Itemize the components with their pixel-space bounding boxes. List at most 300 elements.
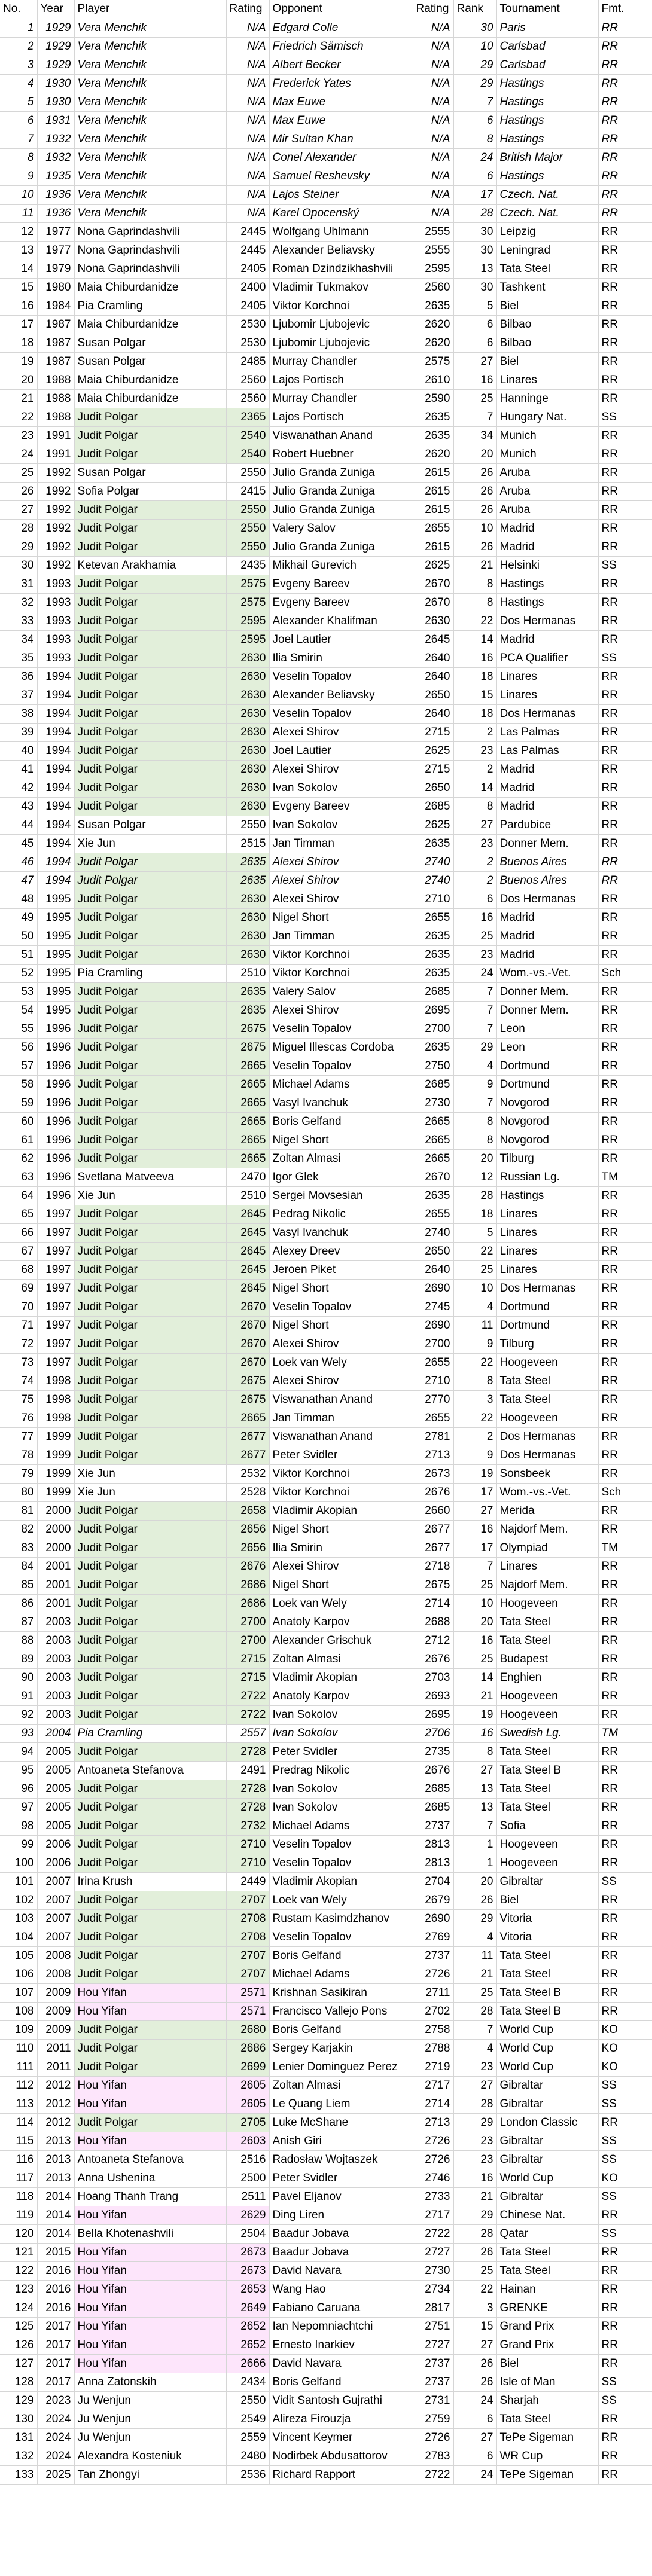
cell-opp-rating[interactable]: 2712 xyxy=(413,1631,453,1650)
cell-opponent[interactable]: Alexei Shirov xyxy=(269,890,413,908)
cell-rank[interactable]: 4 xyxy=(453,1928,496,1946)
cell-rating[interactable]: N/A xyxy=(226,93,269,111)
cell-opponent[interactable]: Vladimir Akopian xyxy=(269,1501,413,1520)
cell-tournament[interactable]: Tata Steel xyxy=(496,1946,598,1965)
cell-rank[interactable]: 23 xyxy=(453,741,496,760)
cell-tournament[interactable]: Tata Steel xyxy=(496,1742,598,1761)
cell-year[interactable]: 1994 xyxy=(37,816,74,834)
cell-player[interactable]: Judit Polgar xyxy=(74,1298,226,1316)
cell-year[interactable]: 1995 xyxy=(37,890,74,908)
cell-format[interactable]: RR xyxy=(598,2002,652,2020)
cell-format[interactable]: RR xyxy=(598,297,652,315)
cell-format[interactable]: RR xyxy=(598,834,652,853)
cell-rating[interactable]: N/A xyxy=(226,37,269,56)
cell-rating[interactable]: 2540 xyxy=(226,445,269,463)
cell-format[interactable]: RR xyxy=(598,1242,652,1260)
cell-opp-rating[interactable]: 2676 xyxy=(413,1650,453,1668)
cell-rank[interactable]: 18 xyxy=(453,704,496,723)
cell-no[interactable]: 94 xyxy=(0,1742,37,1761)
cell-opp-rating[interactable]: 2726 xyxy=(413,1965,453,1983)
cell-format[interactable]: SS xyxy=(598,556,652,575)
cell-opponent[interactable]: Baadur Jobava xyxy=(269,2224,413,2243)
cell-opponent[interactable]: Boris Gelfand xyxy=(269,2373,413,2391)
cell-opp-rating[interactable]: 2813 xyxy=(413,1854,453,1872)
cell-opp-rating[interactable]: 2676 xyxy=(413,1483,453,1501)
cell-format[interactable]: RR xyxy=(598,315,652,334)
cell-tournament[interactable]: Wom.-vs.-Vet. xyxy=(496,1483,598,1501)
cell-player[interactable]: Judit Polgar xyxy=(74,1038,226,1057)
cell-year[interactable]: 2024 xyxy=(37,2410,74,2428)
cell-rank[interactable]: 10 xyxy=(453,37,496,56)
cell-opp-rating[interactable]: N/A xyxy=(413,37,453,56)
cell-format[interactable]: RR xyxy=(598,779,652,797)
cell-rating[interactable]: 2673 xyxy=(226,2261,269,2280)
cell-no[interactable]: 97 xyxy=(0,1798,37,1817)
cell-tournament[interactable]: Hoogeveen xyxy=(496,1835,598,1854)
cell-tournament[interactable]: Enghien xyxy=(496,1668,598,1687)
cell-opp-rating[interactable]: 2665 xyxy=(413,1131,453,1149)
cell-no[interactable]: 123 xyxy=(0,2280,37,2299)
cell-rank[interactable]: 30 xyxy=(453,241,496,260)
cell-player[interactable]: Judit Polgar xyxy=(74,1260,226,1279)
cell-opp-rating[interactable]: 2700 xyxy=(413,1335,453,1353)
cell-rank[interactable]: 6 xyxy=(453,334,496,352)
cell-rating[interactable]: 2665 xyxy=(226,1409,269,1427)
cell-format[interactable]: SS xyxy=(598,2150,652,2169)
cell-tournament[interactable]: Novgorod xyxy=(496,1112,598,1131)
cell-opp-rating[interactable]: 2713 xyxy=(413,2113,453,2132)
cell-rank[interactable]: 8 xyxy=(453,1131,496,1149)
cell-format[interactable]: SS xyxy=(598,2187,652,2206)
cell-year[interactable]: 2016 xyxy=(37,2280,74,2299)
cell-no[interactable]: 20 xyxy=(0,371,37,389)
cell-year[interactable]: 1999 xyxy=(37,1464,74,1483)
cell-no[interactable]: 64 xyxy=(0,1186,37,1205)
cell-format[interactable]: RR xyxy=(598,1353,652,1372)
cell-player[interactable]: Judit Polgar xyxy=(74,1353,226,1372)
cell-tournament[interactable]: Gibraltar xyxy=(496,2150,598,2169)
cell-no[interactable]: 34 xyxy=(0,630,37,649)
cell-format[interactable]: SS xyxy=(598,2132,652,2150)
cell-player[interactable]: Hou Yifan xyxy=(74,2132,226,2150)
cell-player[interactable]: Judit Polgar xyxy=(74,649,226,667)
cell-year[interactable]: 1999 xyxy=(37,1427,74,1446)
cell-rating[interactable]: 2630 xyxy=(226,779,269,797)
cell-tournament[interactable]: World Cup xyxy=(496,2039,598,2058)
cell-opp-rating[interactable]: N/A xyxy=(413,56,453,74)
cell-rating[interactable]: 2491 xyxy=(226,1761,269,1780)
cell-opponent[interactable]: Zoltan Almasi xyxy=(269,1149,413,1168)
cell-opponent[interactable]: Wolfgang Uhlmann xyxy=(269,222,413,241)
cell-year[interactable]: 1994 xyxy=(37,686,74,704)
cell-no[interactable]: 57 xyxy=(0,1057,37,1075)
cell-opp-rating[interactable]: 2555 xyxy=(413,222,453,241)
cell-year[interactable]: 1936 xyxy=(37,185,74,204)
cell-player[interactable]: Judit Polgar xyxy=(74,890,226,908)
cell-player[interactable]: Judit Polgar xyxy=(74,1576,226,1594)
cell-player[interactable]: Judit Polgar xyxy=(74,1335,226,1353)
cell-year[interactable]: 1998 xyxy=(37,1390,74,1409)
cell-year[interactable]: 2025 xyxy=(37,2465,74,2484)
cell-rating[interactable]: 2511 xyxy=(226,2187,269,2206)
cell-opponent[interactable]: Anish Giri xyxy=(269,2132,413,2150)
cell-opp-rating[interactable]: 2660 xyxy=(413,1501,453,1520)
cell-no[interactable]: 68 xyxy=(0,1260,37,1279)
cell-year[interactable]: 1991 xyxy=(37,445,74,463)
cell-format[interactable]: RR xyxy=(598,426,652,445)
cell-year[interactable]: 1997 xyxy=(37,1316,74,1335)
cell-opponent[interactable]: Valery Salov xyxy=(269,982,413,1001)
cell-rank[interactable]: 26 xyxy=(453,2243,496,2261)
cell-no[interactable]: 76 xyxy=(0,1409,37,1427)
cell-format[interactable]: RR xyxy=(598,1372,652,1390)
cell-rank[interactable]: 8 xyxy=(453,593,496,612)
cell-rating[interactable]: 2700 xyxy=(226,1613,269,1631)
cell-opp-rating[interactable]: 2770 xyxy=(413,1390,453,1409)
cell-no[interactable]: 78 xyxy=(0,1446,37,1464)
cell-opp-rating[interactable]: 2615 xyxy=(413,482,453,500)
cell-year[interactable]: 1992 xyxy=(37,500,74,519)
cell-format[interactable]: RR xyxy=(598,667,652,686)
cell-rating[interactable]: 2670 xyxy=(226,1298,269,1316)
cell-player[interactable]: Judit Polgar xyxy=(74,1279,226,1298)
cell-opp-rating[interactable]: 2640 xyxy=(413,1260,453,1279)
cell-opponent[interactable]: Jan Timman xyxy=(269,1409,413,1427)
cell-year[interactable]: 2011 xyxy=(37,2058,74,2076)
cell-format[interactable]: RR xyxy=(598,704,652,723)
cell-tournament[interactable]: Carlsbad xyxy=(496,37,598,56)
cell-year[interactable]: 1997 xyxy=(37,1353,74,1372)
cell-rank[interactable]: 9 xyxy=(453,1075,496,1094)
cell-player[interactable]: Judit Polgar xyxy=(74,630,226,649)
cell-opp-rating[interactable]: 2781 xyxy=(413,1427,453,1446)
cell-player[interactable]: Judit Polgar xyxy=(74,2020,226,2039)
cell-rating[interactable]: 2675 xyxy=(226,1390,269,1409)
cell-rank[interactable]: 15 xyxy=(453,2317,496,2336)
cell-opp-rating[interactable]: 2730 xyxy=(413,2261,453,2280)
cell-rank[interactable]: 3 xyxy=(453,2299,496,2317)
cell-player[interactable]: Hou Yifan xyxy=(74,2002,226,2020)
cell-rank[interactable]: 26 xyxy=(453,500,496,519)
cell-opponent[interactable]: Viswanathan Anand xyxy=(269,426,413,445)
cell-player[interactable]: Judit Polgar xyxy=(74,1650,226,1668)
cell-year[interactable]: 1936 xyxy=(37,204,74,222)
cell-rank[interactable]: 22 xyxy=(453,612,496,630)
cell-rank[interactable]: 10 xyxy=(453,519,496,538)
cell-year[interactable]: 1979 xyxy=(37,260,74,278)
cell-rank[interactable]: 29 xyxy=(453,1909,496,1928)
cell-opponent[interactable]: Veselin Topalov xyxy=(269,1298,413,1316)
cell-player[interactable]: Judit Polgar xyxy=(74,1631,226,1650)
cell-opponent[interactable]: Anatoly Karpov xyxy=(269,1613,413,1631)
cell-opp-rating[interactable]: 2740 xyxy=(413,1223,453,1242)
cell-format[interactable]: RR xyxy=(598,1594,652,1613)
cell-opponent[interactable]: Radosław Wojtaszek xyxy=(269,2150,413,2169)
cell-player[interactable]: Hoang Thanh Trang xyxy=(74,2187,226,2206)
cell-opponent[interactable]: Julio Granda Zuniga xyxy=(269,463,413,482)
cell-tournament[interactable]: Bilbao xyxy=(496,334,598,352)
cell-opponent[interactable]: Veselin Topalov xyxy=(269,1057,413,1075)
cell-year[interactable]: 1996 xyxy=(37,1112,74,1131)
cell-format[interactable]: RR xyxy=(598,222,652,241)
cell-format[interactable]: RR xyxy=(598,389,652,408)
cell-player[interactable]: Judit Polgar xyxy=(74,723,226,741)
cell-rating[interactable]: 2665 xyxy=(226,1131,269,1149)
cell-rating[interactable]: 2530 xyxy=(226,334,269,352)
cell-rank[interactable]: 8 xyxy=(453,1742,496,1761)
cell-year[interactable]: 2003 xyxy=(37,1705,74,1724)
cell-tournament[interactable]: Munich xyxy=(496,445,598,463)
cell-rank[interactable]: 9 xyxy=(453,1335,496,1353)
cell-no[interactable]: 86 xyxy=(0,1594,37,1613)
column-header[interactable]: Opponent xyxy=(269,0,413,19)
cell-opp-rating[interactable]: N/A xyxy=(413,74,453,93)
cell-year[interactable]: 2009 xyxy=(37,2020,74,2039)
cell-tournament[interactable]: Czech. Nat. xyxy=(496,204,598,222)
cell-player[interactable]: Judit Polgar xyxy=(74,1020,226,1038)
cell-tournament[interactable]: Aruba xyxy=(496,500,598,519)
cell-year[interactable]: 1993 xyxy=(37,630,74,649)
cell-opp-rating[interactable]: 2731 xyxy=(413,2391,453,2410)
cell-no[interactable]: 18 xyxy=(0,334,37,352)
cell-player[interactable]: Nona Gaprindashvili xyxy=(74,260,226,278)
cell-player[interactable]: Xie Jun xyxy=(74,1483,226,1501)
cell-rating[interactable]: 2365 xyxy=(226,408,269,426)
cell-year[interactable]: 1997 xyxy=(37,1223,74,1242)
cell-rank[interactable]: 21 xyxy=(453,1965,496,1983)
cell-rating[interactable]: 2550 xyxy=(226,538,269,556)
cell-opponent[interactable]: Evgeny Bareev xyxy=(269,593,413,612)
cell-rating[interactable]: 2670 xyxy=(226,1335,269,1353)
cell-year[interactable]: 2000 xyxy=(37,1539,74,1557)
cell-opponent[interactable]: Miguel Illescas Cordoba xyxy=(269,1038,413,1057)
cell-year[interactable]: 1992 xyxy=(37,538,74,556)
cell-rank[interactable]: 4 xyxy=(453,2039,496,2058)
cell-tournament[interactable]: Linares xyxy=(496,1223,598,1242)
cell-opp-rating[interactable]: 2690 xyxy=(413,1909,453,1928)
cell-tournament[interactable]: Hastings xyxy=(496,167,598,185)
cell-rating[interactable]: 2710 xyxy=(226,1854,269,1872)
cell-no[interactable]: 87 xyxy=(0,1613,37,1631)
cell-opp-rating[interactable]: 2650 xyxy=(413,1242,453,1260)
cell-player[interactable]: Judit Polgar xyxy=(74,1205,226,1223)
cell-year[interactable]: 1998 xyxy=(37,1409,74,1427)
cell-tournament[interactable]: Hastings xyxy=(496,93,598,111)
cell-tournament[interactable]: Tata Steel xyxy=(496,1390,598,1409)
cell-format[interactable]: RR xyxy=(598,167,652,185)
cell-player[interactable]: Judit Polgar xyxy=(74,1928,226,1946)
cell-year[interactable]: 2003 xyxy=(37,1613,74,1631)
cell-no[interactable]: 81 xyxy=(0,1501,37,1520)
cell-tournament[interactable]: Linares xyxy=(496,1242,598,1260)
cell-format[interactable]: RR xyxy=(598,130,652,148)
cell-tournament[interactable]: Biel xyxy=(496,352,598,371)
cell-no[interactable]: 21 xyxy=(0,389,37,408)
cell-rating[interactable]: 2504 xyxy=(226,2224,269,2243)
column-header[interactable]: Fmt. xyxy=(598,0,652,19)
cell-player[interactable]: Susan Polgar xyxy=(74,816,226,834)
cell-rank[interactable]: 28 xyxy=(453,2002,496,2020)
cell-tournament[interactable]: Pardubice xyxy=(496,816,598,834)
cell-opp-rating[interactable]: 2679 xyxy=(413,1891,453,1909)
cell-year[interactable]: 1992 xyxy=(37,519,74,538)
cell-rating[interactable]: 2728 xyxy=(226,1742,269,1761)
cell-format[interactable]: RR xyxy=(598,1817,652,1835)
cell-format[interactable]: RR xyxy=(598,1001,652,1020)
cell-rank[interactable]: 29 xyxy=(453,1038,496,1057)
cell-year[interactable]: 2003 xyxy=(37,1650,74,1668)
cell-year[interactable]: 1995 xyxy=(37,982,74,1001)
cell-opp-rating[interactable]: 2703 xyxy=(413,1668,453,1687)
cell-no[interactable]: 46 xyxy=(0,853,37,871)
cell-no[interactable]: 115 xyxy=(0,2132,37,2150)
cell-opp-rating[interactable]: 2625 xyxy=(413,816,453,834)
cell-format[interactable]: RR xyxy=(598,1335,652,1353)
cell-player[interactable]: Judit Polgar xyxy=(74,686,226,704)
cell-year[interactable]: 2007 xyxy=(37,1891,74,1909)
cell-player[interactable]: Vera Menchik xyxy=(74,185,226,204)
cell-year[interactable]: 2013 xyxy=(37,2169,74,2187)
cell-rank[interactable]: 28 xyxy=(453,204,496,222)
cell-opponent[interactable]: Vladimir Akopian xyxy=(269,1872,413,1891)
cell-no[interactable]: 23 xyxy=(0,426,37,445)
cell-format[interactable]: RR xyxy=(598,2280,652,2299)
cell-opp-rating[interactable]: 2688 xyxy=(413,1613,453,1631)
cell-year[interactable]: 1997 xyxy=(37,1260,74,1279)
cell-format[interactable]: RR xyxy=(598,612,652,630)
cell-tournament[interactable]: Hastings xyxy=(496,593,598,612)
cell-tournament[interactable]: Vitoria xyxy=(496,1909,598,1928)
cell-opponent[interactable]: Boris Gelfand xyxy=(269,2020,413,2039)
cell-year[interactable]: 1996 xyxy=(37,1168,74,1186)
cell-no[interactable]: 22 xyxy=(0,408,37,426)
cell-format[interactable]: RR xyxy=(598,352,652,371)
cell-opponent[interactable]: Jeroen Piket xyxy=(269,1260,413,1279)
cell-opponent[interactable]: Karel Opocenský xyxy=(269,204,413,222)
cell-no[interactable]: 15 xyxy=(0,278,37,297)
cell-format[interactable]: KO xyxy=(598,2169,652,2187)
cell-opp-rating[interactable]: 2734 xyxy=(413,2280,453,2299)
cell-no[interactable]: 44 xyxy=(0,816,37,834)
cell-no[interactable]: 112 xyxy=(0,2076,37,2095)
cell-player[interactable]: Judit Polgar xyxy=(74,1835,226,1854)
cell-format[interactable]: RR xyxy=(598,1761,652,1780)
cell-tournament[interactable]: Hanninge xyxy=(496,389,598,408)
cell-no[interactable]: 121 xyxy=(0,2243,37,2261)
cell-rating[interactable]: 2715 xyxy=(226,1668,269,1687)
cell-year[interactable]: 1997 xyxy=(37,1298,74,1316)
cell-format[interactable]: RR xyxy=(598,204,652,222)
cell-format[interactable]: RR xyxy=(598,1835,652,1854)
cell-year[interactable]: 2006 xyxy=(37,1854,74,1872)
cell-opponent[interactable]: Julio Granda Zuniga xyxy=(269,482,413,500)
cell-player[interactable]: Maia Chiburdanidze xyxy=(74,278,226,297)
cell-year[interactable]: 1996 xyxy=(37,1038,74,1057)
cell-no[interactable]: 70 xyxy=(0,1298,37,1316)
cell-format[interactable]: RR xyxy=(598,278,652,297)
cell-opponent[interactable]: Ljubomir Ljubojevic xyxy=(269,315,413,334)
cell-format[interactable]: RR xyxy=(598,686,652,704)
cell-player[interactable]: Judit Polgar xyxy=(74,1149,226,1168)
cell-tournament[interactable]: Novgorod xyxy=(496,1131,598,1149)
cell-rating[interactable]: 2645 xyxy=(226,1223,269,1242)
cell-rank[interactable]: 21 xyxy=(453,2187,496,2206)
cell-player[interactable]: Judit Polgar xyxy=(74,1539,226,1557)
cell-rating[interactable]: 2480 xyxy=(226,2447,269,2465)
cell-player[interactable]: Judit Polgar xyxy=(74,1057,226,1075)
cell-tournament[interactable]: Najdorf Mem. xyxy=(496,1520,598,1539)
cell-year[interactable]: 1984 xyxy=(37,297,74,315)
cell-tournament[interactable]: Novgorod xyxy=(496,1094,598,1112)
cell-format[interactable]: RR xyxy=(598,1205,652,1223)
cell-rank[interactable]: 27 xyxy=(453,1501,496,1520)
cell-player[interactable]: Judit Polgar xyxy=(74,982,226,1001)
cell-player[interactable]: Judit Polgar xyxy=(74,2039,226,2058)
cell-opponent[interactable]: Alexander Beliavsky xyxy=(269,686,413,704)
cell-rank[interactable]: 2 xyxy=(453,853,496,871)
cell-rating[interactable]: 2571 xyxy=(226,2002,269,2020)
cell-opponent[interactable]: Lajos Portisch xyxy=(269,408,413,426)
cell-opponent[interactable]: Frederick Yates xyxy=(269,74,413,93)
cell-opp-rating[interactable]: 2726 xyxy=(413,2132,453,2150)
cell-rating[interactable]: 2630 xyxy=(226,649,269,667)
cell-tournament[interactable]: Biel xyxy=(496,2354,598,2373)
cell-rating[interactable]: 2603 xyxy=(226,2132,269,2150)
cell-rank[interactable]: 17 xyxy=(453,1539,496,1557)
cell-opp-rating[interactable]: 2695 xyxy=(413,1705,453,1724)
cell-rating[interactable]: N/A xyxy=(226,167,269,185)
cell-year[interactable]: 2006 xyxy=(37,1835,74,1854)
cell-rating[interactable]: 2630 xyxy=(226,945,269,964)
cell-no[interactable]: 14 xyxy=(0,260,37,278)
cell-rating[interactable]: 2630 xyxy=(226,797,269,816)
cell-opp-rating[interactable]: 2737 xyxy=(413,2373,453,2391)
cell-year[interactable]: 1993 xyxy=(37,612,74,630)
cell-opp-rating[interactable]: 2655 xyxy=(413,519,453,538)
column-header[interactable]: Rating xyxy=(226,0,269,19)
cell-tournament[interactable]: Dos Hermanas xyxy=(496,890,598,908)
cell-opponent[interactable]: Ernesto Inarkiev xyxy=(269,2336,413,2354)
cell-opponent[interactable]: Veselin Topalov xyxy=(269,1854,413,1872)
cell-opp-rating[interactable]: 2730 xyxy=(413,1094,453,1112)
cell-no[interactable]: 42 xyxy=(0,779,37,797)
cell-year[interactable]: 1994 xyxy=(37,723,74,741)
cell-player[interactable]: Judit Polgar xyxy=(74,945,226,964)
cell-rating[interactable]: N/A xyxy=(226,148,269,167)
cell-no[interactable]: 11 xyxy=(0,204,37,222)
cell-opponent[interactable]: Ivan Sokolov xyxy=(269,779,413,797)
cell-tournament[interactable]: Gibraltar xyxy=(496,1872,598,1891)
cell-rank[interactable]: 16 xyxy=(453,2169,496,2187)
cell-rating[interactable]: 2656 xyxy=(226,1520,269,1539)
cell-format[interactable]: RR xyxy=(598,463,652,482)
cell-year[interactable]: 1996 xyxy=(37,1075,74,1094)
cell-rank[interactable]: 3 xyxy=(453,1390,496,1409)
cell-no[interactable]: 31 xyxy=(0,575,37,593)
cell-format[interactable]: RR xyxy=(598,2317,652,2336)
cell-no[interactable]: 8 xyxy=(0,148,37,167)
cell-year[interactable]: 1994 xyxy=(37,741,74,760)
cell-opponent[interactable]: Pedrag Nikolic xyxy=(269,1205,413,1223)
cell-no[interactable]: 59 xyxy=(0,1094,37,1112)
cell-tournament[interactable]: Hoogeveen xyxy=(496,1687,598,1705)
cell-tournament[interactable]: Gibraltar xyxy=(496,2076,598,2095)
cell-no[interactable]: 58 xyxy=(0,1075,37,1094)
cell-no[interactable]: 82 xyxy=(0,1520,37,1539)
cell-opponent[interactable]: Conel Alexander xyxy=(269,148,413,167)
cell-tournament[interactable]: Linares xyxy=(496,1557,598,1576)
cell-rank[interactable]: 30 xyxy=(453,278,496,297)
